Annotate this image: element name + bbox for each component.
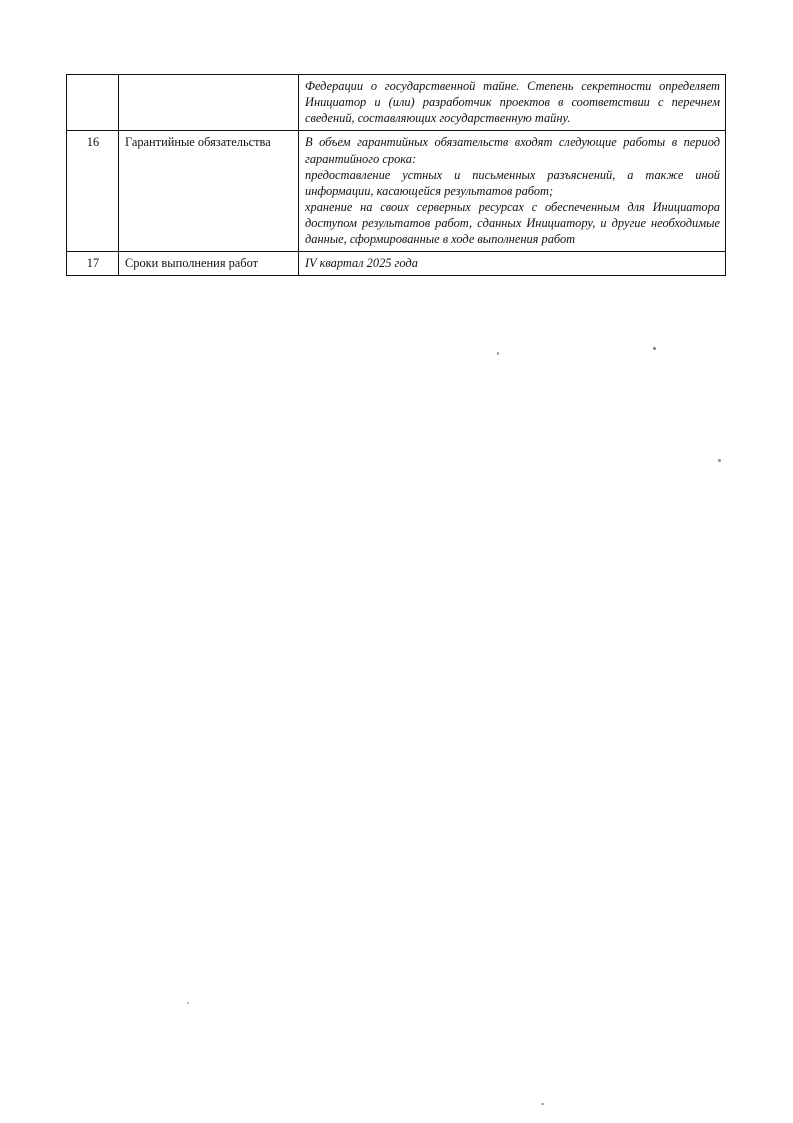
scan-speck-icon bbox=[541, 1103, 544, 1105]
row-paragraph: В объем гарантийных обязательств входят следующие работы в период гарантийного срока: bbox=[305, 135, 720, 166]
row-body-cell bbox=[299, 131, 726, 252]
table-row bbox=[67, 131, 726, 252]
scan-speck-icon bbox=[187, 1002, 189, 1004]
row-paragraph: предоставление устных и письменных разъяснений, а также иной информации, касающейся результатов работ; bbox=[305, 167, 720, 198]
row-body-cell bbox=[299, 252, 726, 276]
row-number: 17 bbox=[86, 256, 100, 271]
row-name: Сроки выполнения работ bbox=[125, 256, 259, 271]
table-row bbox=[67, 252, 726, 276]
row-number-cell bbox=[67, 252, 119, 276]
row-paragraph: хранение на своих серверных ресурсах с обеспеченным для Инициатора доступом результатов работ, сданных Инициатору, и другие необходимые данные, сформированные в ходе выполнения работ bbox=[305, 199, 720, 247]
table-row bbox=[67, 75, 726, 131]
scan-speck-icon bbox=[653, 347, 656, 350]
scan-speck-icon bbox=[718, 459, 721, 462]
requirements-table bbox=[66, 74, 726, 276]
row-name: Гарантийные обязательства bbox=[125, 135, 271, 150]
row-number-cell bbox=[67, 75, 119, 131]
row-name-cell bbox=[119, 252, 299, 276]
row-number: 16 bbox=[86, 135, 100, 150]
row-name-cell bbox=[119, 75, 299, 131]
row-number-cell bbox=[67, 131, 119, 252]
scan-speck-icon bbox=[497, 352, 499, 355]
row-paragraph: IV квартал 2025 года bbox=[305, 256, 418, 271]
row-name-cell bbox=[119, 131, 299, 252]
row-paragraph: Федерации о государственной тайне. Степень секретности определяет Инициатор и (или) разработчик проектов в соответствии с перечнем сведений, составляющих государственную тайну. bbox=[305, 79, 720, 126]
row-body-cell bbox=[299, 75, 726, 131]
